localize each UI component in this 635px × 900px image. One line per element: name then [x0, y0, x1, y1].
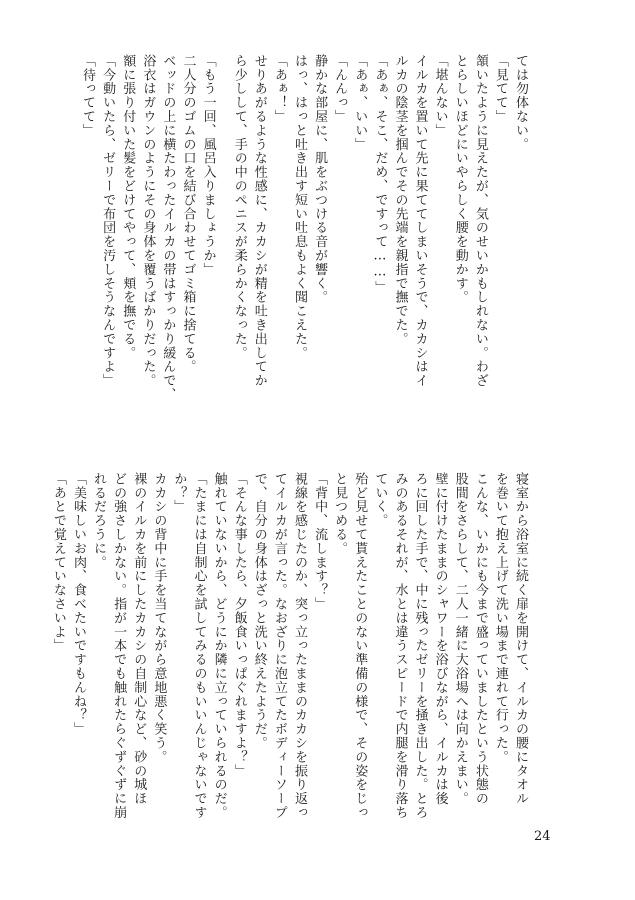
- text-block-top: [80, 54, 528, 410]
- text-top-line: 二人分のゴムの口を結び合わせてゴミ箱に捨てる。: [180, 54, 196, 374]
- text-top-line: ベッドの上に横たわったイルカの帯はすっかり緩んで、: [160, 54, 176, 402]
- text-top-line: ては勿体ない。: [513, 54, 528, 152]
- text-block-bottom: [50, 472, 528, 828]
- text-top-line: 「もう一回、風呂入りましょうか」: [200, 54, 216, 277]
- text-top-line: ら少しして、手の中のペニスが柔らかくなった。: [231, 54, 247, 360]
- text-bottom-line: か？」: [171, 472, 187, 514]
- text-bottom-line: 股間をさらして、二人一緒に大浴場へは向かえまい。: [452, 472, 468, 806]
- text-bottom-line: 「美味しいお肉、食べたいですもんね？」: [70, 472, 86, 737]
- text-bottom-line: と見つめる。: [332, 472, 348, 556]
- text-top-line: 浴衣はガウンのようにその身体を覆うばかりだった。: [140, 54, 156, 388]
- text-top-line: イルカを置いて先に果ててしまいそうで、カカシはイ: [412, 54, 428, 388]
- text-top-line: 額に張り付いた髪をどけてやって、頬を撫でる。: [120, 54, 136, 360]
- text-top-line: 頷いたように見えたが、気のせいかもしれない。わざ: [472, 54, 488, 388]
- text-bottom-line: 「そんな事したら、夕飯食いっぱぐれますよ？」: [231, 472, 247, 778]
- text-top-line: 「見てて」: [492, 54, 508, 124]
- text-bottom-line: ろに回した手で、中に残ったゼリーを掻き出した。とろ: [412, 472, 428, 820]
- text-top-line: とらしいほどにいやらしく腰を動かす。: [452, 54, 468, 305]
- text-bottom-line: 触れていないから、どうにか隣に立っていられるのだ。: [211, 472, 227, 820]
- text-bottom-line: てイルカが言った。なおざりに泡立てたボディーソープ: [271, 472, 287, 820]
- text-bottom-line: 裸のイルカを前にしたカカシの自制心など、砂の城ほ: [131, 472, 147, 806]
- text-bottom-line: 「たまには自制心を試してみるのもいいんじゃないです: [191, 472, 207, 820]
- text-top-line: 「あぁ、いい」: [352, 54, 368, 152]
- text-bottom-line: みのあるそれが、水とは違うスピードで内腿を滑り落ち: [392, 472, 408, 820]
- text-top-line: 静かな部屋に、肌をぶつける音が響く。: [312, 54, 328, 305]
- text-bottom-line: れるだろうに。: [91, 472, 107, 570]
- text-bottom-line: で、自分の身体はざっと洗い終えたようだ。: [251, 472, 267, 750]
- text-top-line: 「今動いたら、ゼリーで布団を汚しそうなんですよ」: [100, 54, 116, 388]
- text-top-line: 「堪んない」: [432, 54, 448, 138]
- text-bottom-line: 「背中、流します？」: [312, 472, 328, 611]
- text-bottom-line: こんな、いかにも今まで盛っていましたという状態の: [472, 472, 488, 806]
- text-top-line: ルカの陰茎を掴んでその先端を親指で撫でた。: [392, 54, 408, 346]
- text-top-line: 「あぁ！」: [271, 54, 287, 124]
- text-bottom-line: 壁に付けたままのシャワーを浴びながら、イルカは後: [432, 472, 448, 806]
- text-bottom-line: 視線を感じたのか、突っ立ったままのカカシを振り返っ: [291, 472, 307, 820]
- text-top-line: 「んんっ」: [332, 54, 348, 124]
- text-bottom-line: ていく。: [372, 472, 388, 528]
- text-top-line: はっ、はっと吐き出す短い吐息もよく聞こえた。: [291, 54, 307, 360]
- text-bottom-line: を巻いて抱え上げて洗い場まで連れて行った。: [492, 472, 508, 764]
- text-bottom-line: 「あとで覚えていなさいよ」: [50, 472, 66, 653]
- text-top-line: 「あぁ、そこ、だめ、ですって……」: [372, 54, 388, 295]
- text-top-line: せりあがるような性感に、カカシが精を吐き出してか: [251, 54, 267, 388]
- text-bottom-line: 寝室から浴室に続く扉を開けて、イルカの腰にタオル: [513, 472, 528, 806]
- page-number: 24: [534, 829, 551, 844]
- text-bottom-line: カカシの背中に手を当てながら意地悪く笑う。: [151, 472, 167, 764]
- text-top-line: 「待ってて」: [80, 54, 96, 138]
- text-bottom-line: どの強さしかない。指が一本でも触れたらぐずぐずに崩: [111, 472, 127, 820]
- text-bottom-line: 殆ど見せて貰えたことのない準備の様で、その姿をじっ: [352, 472, 368, 820]
